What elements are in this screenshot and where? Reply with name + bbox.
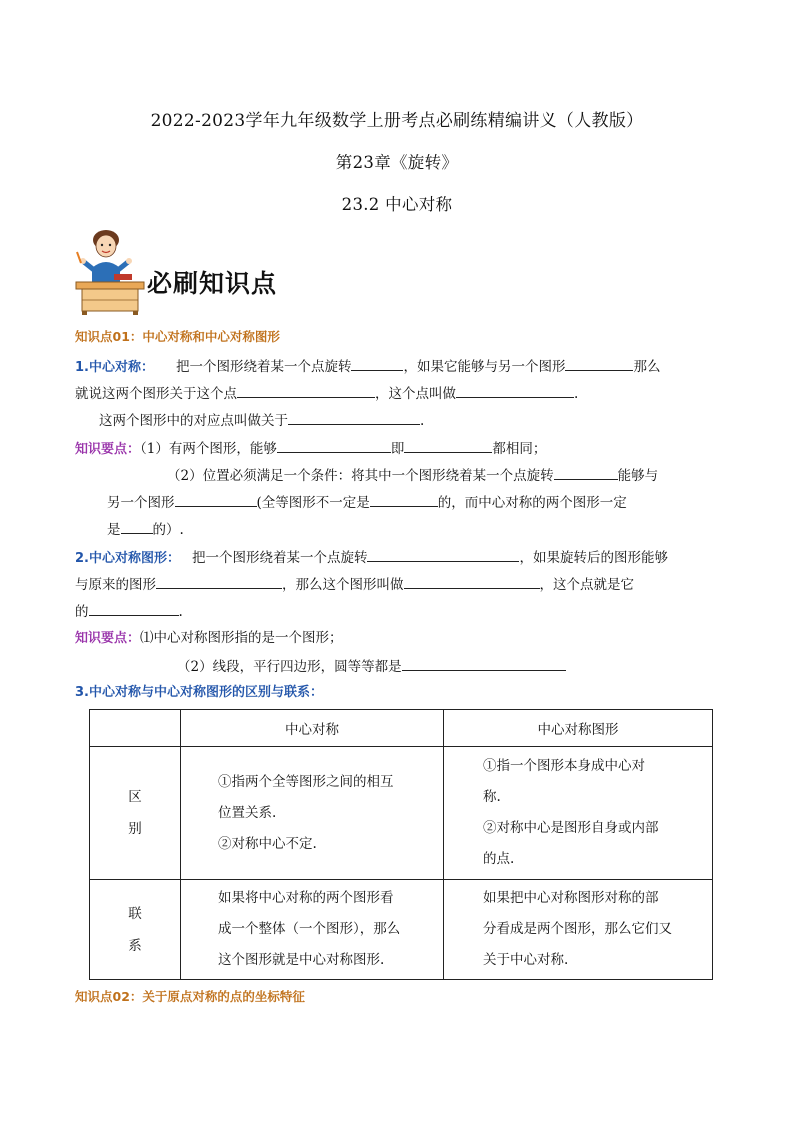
document-title: 2022-2023学年九年级数学上册考点必刷练精编讲义（人教版） (150, 111, 644, 131)
key-point-line2 (167, 465, 658, 485)
table-cell (444, 747, 713, 880)
student-desk-illustration (70, 226, 148, 316)
key-point-label-2: 知识要点： (75, 631, 141, 646)
key-point-line5 (75, 629, 343, 648)
key-point-line1 (75, 438, 546, 459)
key2-text-f: 是 (107, 522, 121, 538)
cell-line: ①指一个图形本身成中心对 (483, 758, 645, 774)
table-header-col2: 中心对称图形 (444, 710, 713, 747)
cell-line: 的点. (483, 851, 515, 867)
row-label-difference (90, 747, 181, 880)
def2-text-a: 把一个图形绕着某一个点旋转 (191, 550, 368, 566)
def1-text-b: ，如果它能够与另一个图形 (403, 359, 566, 375)
def2-label: 2.中心对称图形： (75, 551, 180, 566)
blank[interactable] (89, 601, 179, 616)
key4-text-a: （2）线段，平行四边形，圆等等都是 (177, 659, 402, 675)
def2-line3 (75, 601, 183, 621)
key-point-label: 知识要点： (75, 442, 141, 457)
blank[interactable] (156, 574, 282, 589)
def1-text-f: . (574, 386, 579, 402)
def1-text-c: 那么 (633, 359, 661, 375)
def1-text-d: 就说这两个图形关于这个点 (75, 386, 237, 402)
table-cell (444, 880, 713, 980)
kp1-heading: 知识点01：中心对称和中心对称图形 (75, 329, 280, 344)
blank[interactable] (554, 465, 618, 480)
blank[interactable] (351, 356, 403, 371)
key1-text-b: 即 (390, 441, 405, 457)
def1-line2 (75, 383, 578, 403)
cell-line: 位置关系. (218, 804, 277, 821)
table-header-row (90, 710, 713, 747)
blank[interactable] (175, 492, 257, 507)
def2-text-e: ，这个点就是它 (539, 577, 634, 593)
key-point-line3 (107, 492, 627, 512)
cell-content (182, 883, 442, 976)
blank[interactable] (121, 519, 153, 534)
def1-label: 1.中心对称： (75, 360, 154, 375)
blank[interactable] (404, 574, 540, 589)
key3-text-a: ⑴中心对称图形指的是一个图形； (140, 630, 343, 646)
blank[interactable] (402, 656, 566, 671)
comparison-table (89, 709, 713, 980)
key2-text-g: 的）. (152, 522, 184, 538)
def2-text-c: 与原来的图形 (75, 577, 156, 593)
kp2-heading: 知识点02：关于原点对称的点的坐标特征 (75, 989, 305, 1004)
def2-line2 (75, 574, 634, 594)
row-label-char: 系 (128, 937, 142, 954)
row-label-char: 别 (128, 821, 142, 837)
key1-text-a: （1）有两个图形，能够 (140, 441, 277, 457)
def1-line1 (75, 356, 660, 377)
table-row (90, 747, 713, 880)
blank[interactable] (456, 383, 574, 398)
chapter-title: 第23章《旋转》 (335, 153, 459, 172)
cell-line: ②对称中心是图形自身或内部 (483, 820, 659, 836)
section-banner: 必刷知识点 (147, 269, 278, 298)
table-cell (181, 747, 444, 880)
key2-text-e: 的，而中心对称的两个图形一定 (437, 495, 627, 511)
blank[interactable] (565, 356, 633, 371)
cell-line: 如果把中心对称图形对称的部 (483, 890, 659, 906)
key2-text-d: (全等图形不一定是 (256, 495, 370, 511)
def2-text-g: . (178, 604, 183, 620)
cell-line: 这个图形就是中心对称图形. (218, 952, 385, 968)
def1-text-a: 把一个图形绕着某一个点旋转 (175, 359, 352, 375)
def2-text-f: 的 (75, 604, 89, 620)
blank[interactable] (367, 547, 519, 562)
cell-line: 成一个整体（一个图形），那么 (218, 921, 401, 937)
blank[interactable] (370, 492, 438, 507)
table-cell (181, 880, 444, 980)
key2-text-c: 另一个图形 (107, 495, 175, 511)
def1-text-h: . (420, 413, 425, 429)
blank[interactable] (288, 410, 420, 425)
cell-content (445, 751, 711, 875)
table-row (90, 880, 713, 980)
blank[interactable] (404, 438, 492, 453)
key2-text-a: （2）位置必须满足一个条件：将其中一个图形绕着某一个点旋转 (167, 468, 554, 484)
def1-text-e: ，这个点叫做 (375, 386, 456, 402)
row-label-char: 联 (128, 905, 142, 922)
cell-content (445, 883, 711, 976)
key-point-line6 (177, 656, 566, 676)
section-title: 23.2 中心对称 (341, 195, 453, 214)
def3-label: 3.中心对称与中心对称图形的区别与联系： (75, 685, 323, 700)
row-label-char: 区 (128, 789, 142, 805)
table-header-col1: 中心对称 (181, 710, 444, 747)
def2-text-b: ，如果旋转后的图形能够 (519, 550, 668, 566)
key1-text-c: 都相同； (492, 441, 547, 457)
def1-line3 (99, 410, 424, 430)
cell-line: 称. (483, 789, 501, 805)
def2-text-d: ，那么这个图形叫做 (282, 577, 404, 593)
blank[interactable] (277, 438, 391, 453)
row-label-relation (90, 880, 181, 980)
cell-content (182, 767, 442, 860)
blank[interactable] (237, 383, 375, 398)
table-corner-cell (90, 710, 181, 747)
cell-line: ①指两个全等图形之间的相互 (218, 773, 394, 790)
key2-text-b: 能够与 (617, 468, 659, 484)
cell-line: ②对称中心不定. (218, 835, 317, 852)
key-point-line4 (107, 519, 184, 539)
cell-line: 关于中心对称. (483, 952, 569, 968)
def2-line1 (75, 547, 668, 568)
cell-line: 如果将中心对称的两个图形看 (218, 890, 394, 906)
cell-line: 分看成是两个图形，那么它们又 (483, 921, 672, 937)
def1-text-g: 这两个图形中的对应点叫做关于 (99, 413, 288, 429)
